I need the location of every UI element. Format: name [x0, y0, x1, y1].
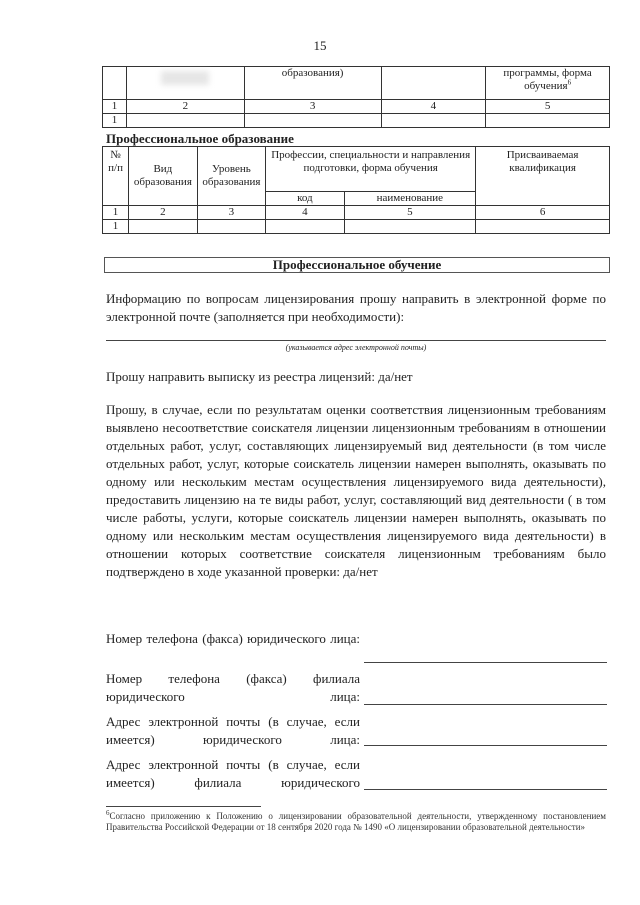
email-legal-input-line[interactable] [364, 745, 607, 746]
table-row [103, 220, 610, 234]
table-row [103, 114, 610, 128]
table-cell [476, 220, 610, 234]
table-cell: 2 [129, 206, 198, 220]
table-cell [244, 114, 381, 128]
contact-label: Номер телефона (факса) филиала юридического лица: [106, 671, 360, 704]
table-cell: 1 [103, 206, 129, 220]
table-header-cell: Присваиваемая квалификация [476, 147, 610, 206]
table-header-cell: Вид образования [129, 147, 198, 206]
branch-email-input-line[interactable] [364, 789, 607, 790]
table-header-row [103, 67, 610, 100]
table-cell: 1 [103, 114, 127, 128]
table-cell [381, 114, 486, 128]
table-cell [486, 114, 610, 128]
education-programs-table [102, 66, 610, 128]
table-cell [381, 67, 486, 100]
table-cell [197, 220, 266, 234]
table-header-cell: программы, форма обучения$^6$ [486, 67, 610, 100]
table-cell: 6 [476, 206, 610, 220]
table-cell: 5 [486, 100, 610, 114]
table-cell: 2 [126, 100, 244, 114]
table-cell [266, 220, 344, 234]
table-cell [126, 114, 244, 128]
table-cell: 3 [244, 100, 381, 114]
table-cell: 1 [103, 100, 127, 114]
table-cell: 4 [266, 206, 344, 220]
table-header-cell: наименование [344, 192, 476, 206]
contact-label: Номер телефона (факса) юридического лица: [106, 631, 360, 646]
table-cell: 1 [103, 220, 129, 234]
extract-request-paragraph: Прошу направить выписку из реестра лицензий: да/нет [106, 369, 413, 384]
page-number: 15 [313, 38, 327, 53]
table-header-cell: образования) [244, 67, 381, 100]
phone-input-line[interactable] [364, 662, 607, 663]
contact-row-phone [106, 630, 606, 648]
branch-phone-input-line[interactable] [364, 704, 607, 705]
footnote-text: Согласно приложению к Положению о лицензировании образовательной деятельности, утвержденному постановлением Правительства Российской Федерации от 18 сентября 2020 года № 1490 «О лицензировании образовательной деятельности» [106, 811, 606, 832]
professional-education-table [102, 146, 610, 234]
section-heading-professional-education: Профессиональное образование [106, 131, 294, 146]
footnote-ref: 6 [567, 78, 572, 87]
table-cell [344, 220, 476, 234]
contact-row-branch-email [106, 756, 606, 792]
section-heading-professional-training: Профессиональное обучение [104, 257, 610, 273]
table-cell [129, 220, 198, 234]
table-number-row [103, 100, 610, 114]
contact-label: Адрес электронной почты (в случае, если имеется) филиала юридического [106, 757, 360, 790]
footnote [106, 811, 606, 833]
table-header-cell: Профессии, специальности и направления подготовки, форма обучения [266, 147, 476, 192]
conformity-request-paragraph: Прошу, в случае, если по результатам оценки соответствия лицензионным требованиям выявлено несоответствие соискателя лицензии лицензионным требованиям в отношении отдельных работ, услуг, составляющих лицензируемый вид деятельности (в том числе отдельных работ, услуг, которые соискатель лицензии намерен выполнять, оказывать по одному или нескольким местам осуществления лицензируемого вида деятельности), предоставить лицензию на те виды работ, услуг, составляющий вид деятельности ( в том числе работы, услуги, которые соискатель лицензии намерен выполнять, оказывать по одному или нескольким местам осуществления лицензируемого вида деятельности) в отношении которых соответствие соискателя лицензионным требованиям было подтверждено в ходе указанной проверки: да/нет [106, 402, 606, 579]
blurred-text [161, 71, 209, 85]
license-info-paragraph: Информацию по вопросам лицензирования прошу направить в электронной форме по электронной почте (заполняется при необходимости): [106, 291, 606, 324]
contact-row-email [106, 713, 606, 749]
table-cell: 4 [381, 100, 486, 114]
table-cell: 3 [197, 206, 266, 220]
contact-row-branch-phone [106, 670, 606, 706]
email-input-line[interactable] [106, 340, 606, 341]
table-header-cell: Уровень образования [197, 147, 266, 206]
table-number-row [103, 206, 610, 220]
table-header-cell: код [266, 192, 344, 206]
footnote-marker: 6 [106, 809, 110, 817]
table-cell [126, 67, 244, 100]
table-header-row [103, 147, 610, 192]
footnote-divider [106, 806, 261, 807]
table-cell: 5 [344, 206, 476, 220]
email-field-hint: (указывается адрес электронной почты) [285, 343, 427, 352]
contact-label: Адрес электронной почты (в случае, если имеется) юридического лица: [106, 714, 360, 747]
table-cell [103, 67, 127, 100]
table-header-cell: № п/п [103, 147, 129, 206]
